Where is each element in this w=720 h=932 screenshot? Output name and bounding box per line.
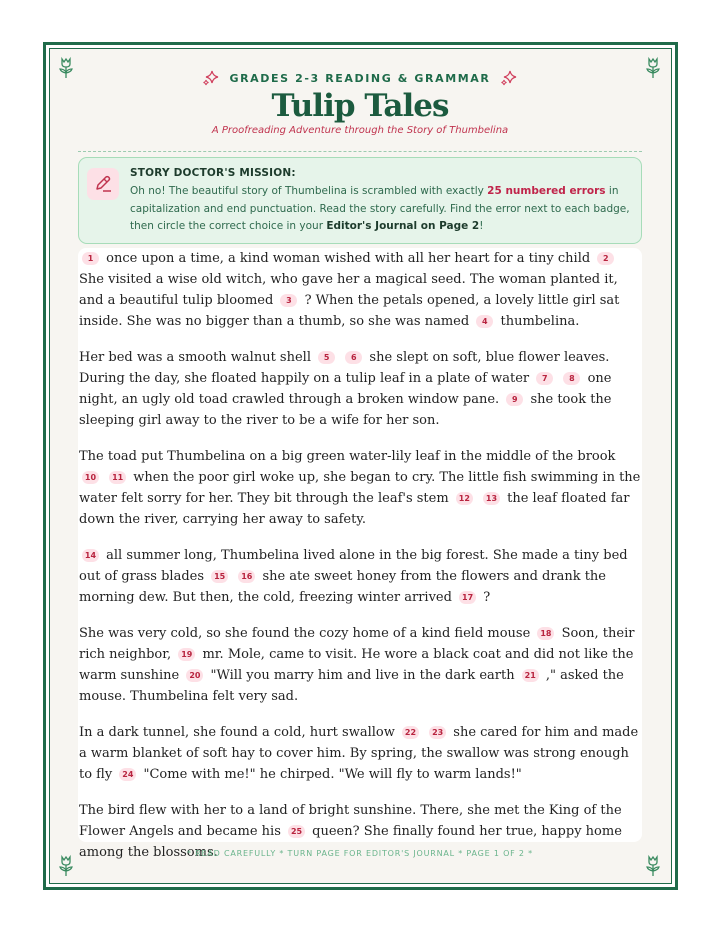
story-text-segment: ," asked the mouse. Thumbelina felt very sad. xyxy=(79,668,624,704)
story-text-segment: once upon a time, a kind woman wished with all her heart for a tiny child xyxy=(106,251,591,266)
divider xyxy=(78,151,642,152)
page-subtitle: A Proofreading Adventure through the Story of Thumbelina xyxy=(211,125,509,136)
mission-text-part: Oh no! The beautiful story of Thumbelina is scrambled with exactly xyxy=(130,185,488,197)
error-badge-23: 23 xyxy=(429,726,446,739)
error-badge-17: 17 xyxy=(459,591,476,604)
error-badge-18: 18 xyxy=(537,627,554,640)
grade-label: GRADES 2-3 READING & GRAMMAR xyxy=(229,71,491,85)
story-text-segment: she slept on soft, blue flower leaves. During the day, she floated happily on a tulip leaf in a plate of water xyxy=(79,350,610,386)
error-badge-8: 8 xyxy=(563,372,580,385)
error-badge-6: 6 xyxy=(345,351,362,364)
story-text-segment: she ate sweet honey from the flowers and drank the morning dew. But then, the cold, freezing winter arrived xyxy=(79,569,606,605)
sparkle-icon xyxy=(203,70,219,86)
story-text-segment: The bird flew with her to a land of bright sunshine. There, she met the King of the Flower Angels and became his xyxy=(79,803,622,839)
story-text-segment: the leaf floated far down the river, carrying her away to safety. xyxy=(79,491,630,527)
journal-reference: Editor's Journal on Page 2 xyxy=(326,220,480,232)
story-text-segment: She was very cold, so she found the cozy home of a kind field mouse xyxy=(79,626,531,641)
story-text-segment: one night, an ugly old toad crawled through a broken window pane. xyxy=(79,371,612,407)
mission-text-part: ! xyxy=(479,220,484,232)
story-text-segment: queen? She finally found her true, happy home among the blossoms. xyxy=(79,824,622,860)
error-badge-4: 4 xyxy=(476,315,493,328)
error-badge-21: 21 xyxy=(522,669,539,682)
mission-title: STORY DOCTOR'S MISSION: xyxy=(130,167,296,179)
mission-text-part: in capitalization and end punctuation. Read the story carefully. Find the error next to each badge, then circle the correct choice in your xyxy=(130,185,630,232)
story-text-segment: she cared for him and made a warm blanket of soft hay to cover him. By spring, the swallow was strong enough to fly xyxy=(79,725,639,782)
mission-text xyxy=(130,183,630,236)
story-text-segment: she took the sleeping girl away to the river to be a wife for her son. xyxy=(79,392,612,428)
story-paragraph xyxy=(79,248,641,332)
error-badge-9: 9 xyxy=(506,393,523,406)
story-text-segment: "Come with me!" he chirped. "We will fly to warm lands!" xyxy=(143,767,522,782)
story-text-segment: Soon, their rich neighbor, xyxy=(79,626,635,662)
story-text xyxy=(79,248,641,878)
story-paragraph xyxy=(79,545,641,608)
error-badge-2: 2 xyxy=(597,252,614,265)
error-badge-14: 14 xyxy=(82,549,99,562)
error-badge-3: 3 xyxy=(280,294,297,307)
page-footer: * READ CAREFULLY * TURN PAGE FOR EDITOR'S JOURNAL * PAGE 1 OF 2 * xyxy=(187,849,533,858)
grade-banner xyxy=(0,70,720,86)
story-paragraph xyxy=(79,623,641,707)
error-badge-20: 20 xyxy=(186,669,203,682)
error-badge-12: 12 xyxy=(456,492,473,505)
error-badge-13: 13 xyxy=(483,492,500,505)
story-text-segment: all summer long, Thumbelina lived alone in the big forest. She made a tiny bed out of grass blades xyxy=(79,548,628,584)
error-badge-5: 5 xyxy=(318,351,335,364)
story-paragraph xyxy=(79,722,641,785)
error-badge-24: 24 xyxy=(119,768,136,781)
error-badge-10: 10 xyxy=(82,471,99,484)
story-text-segment: when the poor girl woke up, she began to cry. The little fish swimming in the water felt sorry for her. They bit through the leaf's stem xyxy=(79,470,641,506)
error-badge-19: 19 xyxy=(178,648,195,661)
error-badge-22: 22 xyxy=(402,726,419,739)
error-badge-16: 16 xyxy=(238,570,255,583)
story-text-segment: ? xyxy=(483,590,491,605)
error-count: 25 numbered errors xyxy=(487,185,606,197)
story-paragraph xyxy=(79,347,641,431)
mission-box xyxy=(78,157,642,244)
story-text-segment: thumbelina. xyxy=(500,314,580,329)
error-badge-1: 1 xyxy=(82,252,99,265)
pencil-icon xyxy=(87,168,119,200)
error-badge-25: 25 xyxy=(288,825,305,838)
story-text-segment: Her bed was a smooth walnut shell xyxy=(79,350,311,365)
error-badge-15: 15 xyxy=(211,570,228,583)
story-text-segment: ? When the petals opened, a lovely little girl sat inside. She was no bigger than a thumb, so she was named xyxy=(79,293,620,329)
story-text-segment: "Will you marry him and live in the dark earth xyxy=(210,668,515,683)
header xyxy=(0,70,720,136)
error-badge-7: 7 xyxy=(536,372,553,385)
story-paragraph xyxy=(79,446,641,530)
story-text-segment: The toad put Thumbelina on a big green water-lily leaf in the middle of the brook xyxy=(79,449,616,464)
error-badge-11: 11 xyxy=(109,471,126,484)
story-text-segment: She visited a wise old witch, who gave her a magical seed. The woman planted it, and a beautiful tulip bloomed xyxy=(79,272,618,308)
sparkle-icon xyxy=(501,70,517,86)
story-text-segment: In a dark tunnel, she found a cold, hurt swallow xyxy=(79,725,395,740)
story-text-segment: mr. Mole, came to visit. He wore a black coat and did not like the warm sunshine xyxy=(79,647,634,683)
page-title: Tulip Tales xyxy=(271,88,449,124)
